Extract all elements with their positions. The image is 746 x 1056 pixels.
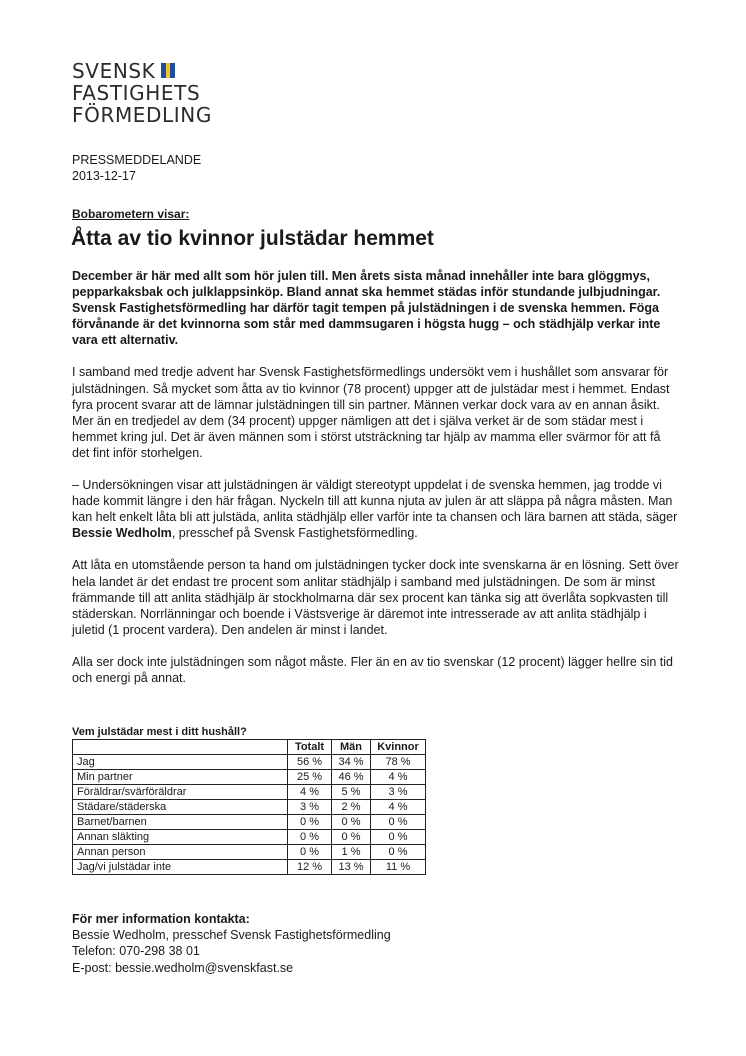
row-label: Annan person [73, 845, 288, 860]
table-cell: 0 % [371, 815, 426, 830]
paragraph-2 [72, 477, 680, 541]
row-label: Föräldrar/svärföräldrar [73, 785, 288, 800]
table-cell: 25 % [288, 770, 332, 785]
survey-table [72, 739, 426, 875]
table-cell: 5 % [332, 785, 371, 800]
logo-line-3: FÖRMEDLING [72, 103, 212, 127]
table-row [73, 755, 426, 770]
row-label: Jag/vi julstädar inte [73, 860, 288, 875]
table-cell: 4 % [371, 770, 426, 785]
row-label: Jag [73, 755, 288, 770]
table-cell: 3 % [288, 800, 332, 815]
headline-kicker: Bobarometern visar: [72, 207, 190, 221]
table-header-cell: Totalt [288, 740, 332, 755]
contact-info [72, 911, 391, 976]
logo-line-1: SVENSK [72, 59, 156, 83]
table-row [73, 815, 426, 830]
paragraph-3: Att låta en utomstående person ta hand om julstädningen tycker dock inte svenskarna är en lösning. Sett över hela landet är det endast tre procent som anlitar städhjälp i samband med julstädningen. De som är minst främmande till att anlita städhjälp är stockholmarna där sex procent kan tänka sig att överlåta sopkvasten till städerskan. Norrlänningar och boende i Västsverige är däremot inte intresserade av att anlita städhjälp i juletid (1 procent vardera). Den andelen är minst i landet. [72, 558, 679, 637]
paragraph-1: I samband med tredje advent har Svensk Fastighetsförmedlings undersökt vem i hushållet som ansvarar för julstädningen. Så mycket som åtta av tio kvinnor (78 procent) uppger att de julstädar mest i hemmet. Endast fyra procent svarar att de lämnar julstädningen till sin partner. Männen verkar dock vara av en annan åsikt. Mer än en tredjedel av dem (34 procent) uppger nämligen att det i själva verket är de som städar mest i hemmet kring jul. Det är även männen som i störst utsträckning tar hjälp av mamma eller svärmor för att få det fint inför storhelgen. [72, 365, 670, 460]
table-cell: 13 % [332, 860, 371, 875]
quote-text: – Undersökningen visar att julstädningen är väldigt stereotypt uppdelat i de svenska hemmen, jag trodde vi hade kommit längre i den här frågan. Nyckeln till att kunna njuta av julen är att släppa på några måsten. Man kan helt enkelt låta bli att julstäda, anlita städhjälp eller varför inte ta chansen och lära barnen att städa, säger [72, 478, 678, 525]
table-row [73, 830, 426, 845]
table-cell: 4 % [371, 800, 426, 815]
table-row [73, 800, 426, 815]
row-label: Barnet/barnen [73, 815, 288, 830]
table-cell: 34 % [332, 755, 371, 770]
table-row [73, 785, 426, 800]
document-meta [72, 152, 201, 184]
lead-paragraph: December är här med allt som hör julen till. Men årets sista månad innehåller inte bara glöggmys, pepparkaksbak och julklappsinköp. Bland annat ska hemmet städas inför stundande julbjudningar. Svensk Fastighetsförmedling har därför tagit tempen på julstädningen i de svenska hemmen. Föga förvånande är det kvinnorna som står med dammsugaren i högsta hugg – och städhjälp verkar inte vara ett alternativ. [72, 269, 661, 348]
table-cell: 0 % [371, 830, 426, 845]
table-header-row [73, 740, 426, 755]
table-cell: 0 % [288, 845, 332, 860]
contact-name: Bessie Wedholm, presschef Svensk Fastighetsförmedling [72, 928, 391, 943]
table-cell: 78 % [371, 755, 426, 770]
table-cell: 1 % [332, 845, 371, 860]
paragraph-4: Alla ser dock inte julstädningen som något måste. Fler än en av tio svenskar (12 procent) lägger hellre sin tid och energi på annat. [72, 654, 674, 685]
document-date: 2013-12-17 [72, 169, 136, 183]
contact-phone: Telefon: 070-298 38 01 [72, 944, 200, 959]
table-cell: 0 % [371, 845, 426, 860]
table-cell: 11 % [371, 860, 426, 875]
row-label: Annan släkting [73, 830, 288, 845]
table-caption: Vem julstädar mest i ditt hushåll? [72, 726, 247, 738]
table-cell: 0 % [288, 830, 332, 845]
table-cell: 4 % [288, 785, 332, 800]
company-logo [72, 60, 212, 126]
logo-line-2: FASTIGHETS [72, 81, 201, 105]
row-label: Min partner [73, 770, 288, 785]
table-cell: 2 % [332, 800, 371, 815]
table-cell: 0 % [288, 815, 332, 830]
swedish-flag-icon [161, 63, 175, 78]
article-body [72, 268, 680, 702]
row-label: Städare/städerska [73, 800, 288, 815]
page-title: Åtta av tio kvinnor julstädar hemmet [71, 227, 434, 250]
contact-email: E-post: bessie.wedholm@svenskfast.se [72, 960, 294, 975]
table-cell: 12 % [288, 860, 332, 875]
quote-attribution: , presschef på Svensk Fastighetsförmedling. [171, 526, 418, 541]
table-header-empty [73, 740, 288, 755]
table-header-cell: Kvinnor [371, 740, 426, 755]
table-row [73, 770, 426, 785]
table-row [73, 845, 426, 860]
quote-person-name: Bessie Wedholm [72, 526, 172, 541]
table-cell: 0 % [332, 830, 371, 845]
table-cell: 56 % [288, 755, 332, 770]
table-cell: 46 % [332, 770, 371, 785]
table-header-cell: Män [332, 740, 371, 755]
table-row [73, 860, 426, 875]
contact-heading: För mer information kontakta: [72, 912, 250, 926]
table-cell: 3 % [371, 785, 426, 800]
document-type: PRESSMEDDELANDE [72, 153, 202, 167]
table-cell: 0 % [332, 815, 371, 830]
